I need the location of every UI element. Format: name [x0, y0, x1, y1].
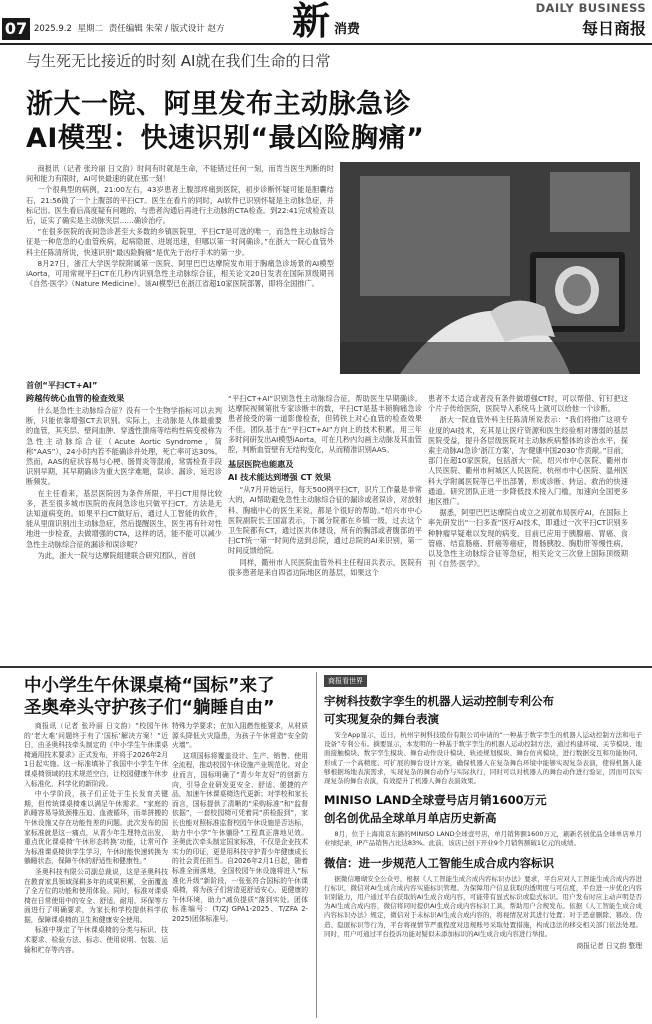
- date-line: 2025.9.2: [34, 24, 72, 34]
- intro-paragraph: “在很多医院的夜间急诊甚至大多数的乡镇医院里，平扫CT是可选的唯一，而急性主动脉综合征是一种危急的心血管疾病，起病隐匿、进展迅速，但哪以第一时间确诊。”在浙大一院心血管外科主任陈清所说，快速识别“最凶险胸痛”是优先于治疗手术的第一步。: [26, 227, 334, 257]
- intro-paragraph: 商报讯（记者 张玲丽 日文韵）时间有时就是生命，不能错过任何一刻，而肯当医生判断的时间和能力有限时，AI可快最速的就在那一刻！: [26, 164, 334, 184]
- header-info-line: [34, 22, 224, 34]
- story2-title-line2: 圣奥牵头守护孩子们“躺睡自由”: [24, 698, 275, 718]
- brief1-body: 安全App显示，近日，杭州宇树科技股份有限公司申请的“一种基于数字孪生的机器人运动控制方法和电子设备”专利公布。摘要显示，本发明的一种基于数字孪生的机器人运动控制方法，通过构建环境、关节模块、地面接触模块、数字孪生模块、舞台动作设计模块、轨迹规划模块、舞台仿真模块，进行数据交互和功能协同，形成了一个高精度、可扩展的舞台设计方案，确保机器人在复杂舞台环境中能够实现复杂表演，使得机器人能够根据场地表演需求，实现复杂的舞台动作与实际执行，同时可以对机器人的舞台动作进行验证，因而可以实现复杂的舞台表演，有效提升了机器人舞台表演效果。: [324, 731, 642, 786]
- story2-col2: [172, 722, 308, 925]
- intro-paragraph: 一个很典型的病例，21:00左右，43岁患者上腹部疼痛到医院，初步诊断怀疑可能是胆囊结石，21:56做了一个上腹部的平扫CT。医生在看片的同时，AI软件已识别怀疑是主动脉急症，并标记出。医生看后高度疑有问题的，与患者沟通后再进行主动脉的CTA检查。到22:41完成检查以后，证实了确实是主动脉夹层……确诊治疗。: [26, 185, 334, 226]
- brief3-title: 微信：进一步规范人工智能生成合成内容标识: [324, 855, 554, 870]
- story2-paragraph: 标准中规定了午休课桌椅的分类与标识、技术要求、检验方法、标志、使用说明、包装、运输和贮存等内容。: [24, 926, 168, 954]
- story2-paragraph: 商报讯（记者 张玲丽 日文韵）“校园午休的‘老大难’问题终于有了‘国标’解决方案！”近日，由圣奥科技牵头制定的《中小学生午休课桌椅通用技术要求》正式发布，并将于2026年2月1日起实施。这一标准填补了我国中小学生午休课桌椅领域的技术规范空白，让校园健康午休步入标准化、科学化的新阶段。: [24, 722, 168, 788]
- lead-col3: [428, 394, 628, 570]
- col2-subhead: 基层医院也能惠及: [228, 459, 294, 470]
- col1-paragraph: 什么是急性主动脉综合征？没有一个生物学指标可以去判断，只能依靠增强CT去识别。实际上，主动脉是人体最重要的血管，其夹层、壁间血肿、穿透性溃疡等结构性病变被称为急性主动脉综合征（Acute Aortic Syndrome，简称“AAS”），24小时内若不能确诊并处理，死亡率可达30%。然而，AAS的症状容易与心梗、肠胃炎等混淆，常需检查手段识别早期，其早期确诊为重大医学难题，误诊、漏诊、延迟诊断频发。: [26, 406, 222, 487]
- col2-paragraph: 同样，衢州市人民医院血管外科主任程田兵表示，医院有很多患者是来自四省边际地区的基层，如果这个: [228, 557, 422, 577]
- col3-paragraph: 患者不太适合或者没有条件做增强CT时，可以帮借、钉钉把这个片子传给医院，医院导入系统马上就可以给他一个诊断。: [428, 394, 628, 414]
- col3-paragraph: 据悉，阿里巴巴达摩院自成立之初就布局医疗AI，在国际上率先研发出“一扫多查”医疗AI技术，即通过一次平扫CT识别多种肿瘤早疑难以发现的病变，目前已应用于胰腺癌、胃癌、食管癌、结直肠癌、肝癌等癌症，胃肠胰胶、胸肋肝等慢性病，以及急性主动脉综合征等急症，相关论文三次登上国际顶级期刊《自然·医学》。: [428, 508, 628, 569]
- section-logo-small: 消费: [334, 22, 361, 37]
- story2-col1: [24, 722, 168, 956]
- brief1-title-line2: 可实现复杂的舞台表演: [324, 712, 439, 726]
- col1-subhead: 首创“平扫CT+AI”: [26, 380, 98, 390]
- story2-paragraph: 圣奥科技有限公司副总裁说，这是圣奥科技在教育家具领域深耕多年的成果积累，全面覆盖了全方位的功能和使用体验。同时，标准对课桌椅在日常使用中的安全、舒适、耐用、环保等方面进行了明确要求，为家长和学校提供科学依据，保障课桌椅的卫生和健康安全使用。: [24, 867, 168, 924]
- brief1-title-line1: 宇树科技数字孪生的机器人运动控制专利公布: [324, 694, 554, 708]
- source-note: 商报记者 日文韵 整理: [576, 942, 642, 951]
- page-number-box: [2, 18, 30, 40]
- lead-intro: [26, 164, 334, 290]
- lead-title-line1: 浙大一院、阿里发布主动脉急诊: [26, 89, 411, 120]
- col1-paragraph: 在主任看来，基层医院因为条件所限，平扫CT用得比较多，甚至很多城市医院的夜间急诊也只做平扫CT。方法是无法知道病变的。如果平扫CT做好后，通过人工智能的软件，能从里面识别出主动脉急症，然后提醒医生，医生再有针对性地进一步检查，去做增强的CTA，这样的话，能不能可以减少急性主动脉综合征的漏诊和误诊呢？: [26, 488, 222, 549]
- col2-paragraph: “平扫CT+AI”识别急性主动脉综合征，帮助医生早期确诊。达摩院视频第批专家诊断丰的数，平扫CT是基丰锁胸痛急诊患者接受的第一道影像检查，但铸铁上对心血管的检查效果不佳。团队基于在“平扫CT+AI”方向上的技术积累，用三年多时间研发出AI模型iAorta，可在几秒内勾画主动脉及其血管腔，判断血管壁有无结构变化，从而精准识别AAS。: [228, 394, 422, 455]
- col3-paragraph: 浙大一院血管外科主任陈清所说表示：“我们将推广这项专业度的AI技术，充其是让医疗资源和医生经验相对薄弱的基层医院受益，提升各层级医院对主动脉疾病整体的诊治水平，探索主动脉AI急诊‘浙江方案’，为‘健康中国2030’作贡献。”目前，部门在超10家医院，包括浙大一院、绍兴市中心医院、衢州市人民医院、衢州市柯城区人民医院、杭州市中心医院、温州医科大学附属医院等已平出部署，形成诊断、转运、救治的快速通道。研究团队正进一步降低技术接入门槛，加速向全国更多地区推广。: [428, 415, 628, 507]
- brand-cn: 每日商报: [581, 19, 646, 38]
- lead-kicker: 与生死无比接近的时刻 AI就在我们生命的日常: [26, 52, 331, 70]
- column-divider: [316, 672, 317, 1018]
- section-tag: [324, 675, 367, 687]
- editor-line: 责任编辑 朱荣 / 版式设计 赵方: [108, 24, 225, 34]
- page-header: [0, 0, 652, 46]
- brief3-body: 据微信珊瑚安全公众号，根据《人工智能生成合成内容标识办法》要求，平台应对人工智能生成合成内容进行标识，微信对AI生成合成内容实施标识管理。为保障用户信息获取的透明度与可信度，平台进一步优化内容识别能力，用户通过平台获取的AI生成合成内容，可能带有显式标识或隐式标识。用户发布时应主动声明是否为AI生成合成内容，微信将同时提供AI生成合成内容标识工具，帮助用户合规发布。依据《人工智能生成合成内容标识办法》规定，微信对于未标识AI生成合成内容的，将视情况对其进行处置；对于恶意删除、篡改、伪造、隐匿标识等行为，平台将视情节严重程度对违规账号采取处置措施，构成违法的移交相关部门依法处理。同时，用户可通过平台投诉功能对疑似未添加标识的AI生成合成内容进行举报。: [324, 874, 642, 938]
- brand-en: DAILY BUSINESS: [535, 1, 646, 15]
- lead-col2: [228, 394, 422, 579]
- right-column: [324, 668, 642, 950]
- weekday: 星期二: [77, 24, 104, 34]
- page-number: 07: [4, 19, 28, 38]
- col1-paragraph: 为此，浙大一院与达摩院组建联合研究团队，首创: [37, 550, 196, 560]
- brief2-title-line2: 创名创优品全球单月单店历史新高: [324, 811, 497, 826]
- photo-illustration: [340, 162, 640, 374]
- lead-col1: [26, 376, 222, 562]
- lead-photo: [340, 162, 640, 374]
- story2-title-line1: 中小学生午休课桌椅“国标”来了: [24, 676, 275, 696]
- brief2-title-line1: MINISO LAND全球壹号店月销1600万元: [324, 793, 547, 808]
- brief2-body: 8月，位于上海南京东路的MINISO LAND全球壹号店，单月销售额1600万元，刷新名创优品全球单店单月业绩纪录，IP产品销售占比达83%。此前，该店已创下开业9个月销售额破1亿元的成绩。: [324, 830, 642, 848]
- section-tag-label: 商报看世界: [328, 677, 363, 685]
- intro-paragraph: 8月27日，浙江大学医学院附属第一医院、阿里巴巴达摩院发布用于胸痛急诊场景的AI模型iAorta，可用常规平扫CT在几秒内识别急性主动脉综合征，相关论文20日发表在国际顶级期刊《自然·医学》（Nature Medicine）。该AI模型已在浙江省超10家医院部署，即将全国推广。: [26, 258, 334, 289]
- story2-paragraph: 中小学阶段，孩子们正处于生长发育关键期，但传统课桌椅难以满足午休需求。“家庭的趴睡容易导致颈椎压迫、血液循环，而单拼搬的午休设施又存在功能性差的问题。此次发布的国家标准就是这一痛点，从青少年生理特点出发，重点优化课桌椅‘午休形态转换’功能，让常可作为标准课桌椅供学生学习，午休时能快速转换为躺睡状态，保障午休的舒适性和健康性。”: [24, 790, 168, 866]
- header-rule: [0, 43, 652, 45]
- lead-title-line2: AI模型：快速识别“最凶险胸痛”: [26, 123, 425, 154]
- col1-subhead-2: 跨越传统心血管的检查效果: [26, 393, 125, 403]
- col2-subhead-2: AI 技术能达到增强 CT 效果: [228, 472, 332, 483]
- col2-paragraph: “从7月开始运行，每天500例平扫CT，识片工作量是非常大的，AI帮助避免急性主动脉综合征的漏诊或者误诊，对放射科、胸痛中心的医生来说，都是个很好的帮助。”绍兴市中心医院副院长王国富表示，下属分院都在乡镇一级，过去这个卫生院都有CT，通过医共体建设，所有的胸部或者腹部的平扫CT统一第一时间传送到总院，通过总院的AI来识别，第一时间反馈给院。: [228, 485, 422, 556]
- story2-paragraph: 特殊力学要求；在加入阻燃性能要求，从材质源头降低火灾隐患，为孩子午休营造“安全防火墙”。: [172, 722, 308, 750]
- story2-paragraph: 这项国标将覆盖设计、生产、销售、使用全流程，推动校园午休设施产业规范化。对企业而言，国标明确了“青少年友好”的创新方向，引导企业研发更安全、舒适、便捷的产品，加速午休课桌椅迭代更新；对学校和家长而言，国标提供了清晰的“采购标准”和“监督依据”，一套校园椅可凭着同“质检报到”，家长也能对照标准监督校园午休设施是否达标，助力中小学“午休躺卧”工程真正落地见效。圣奥此次牵头制定国家标准，不仅是企业技术实力的印证，更是用科技守护青少年健康成长的社会责任担当。自2026年2月1日起，随着标准全面落地，全国校园午休设施将进入“标准化升级”新阶段，一张张符合国标的午休课桌椅，将为孩子们营造更舒适安心、更健康的午休环境，助力“减负提质”落到实处。团体标准编号：(T/ZJ GPA1-2025、T/ZFA 2-2025)团体标准号。: [172, 751, 308, 923]
- section-logo-char: 新: [292, 0, 331, 43]
